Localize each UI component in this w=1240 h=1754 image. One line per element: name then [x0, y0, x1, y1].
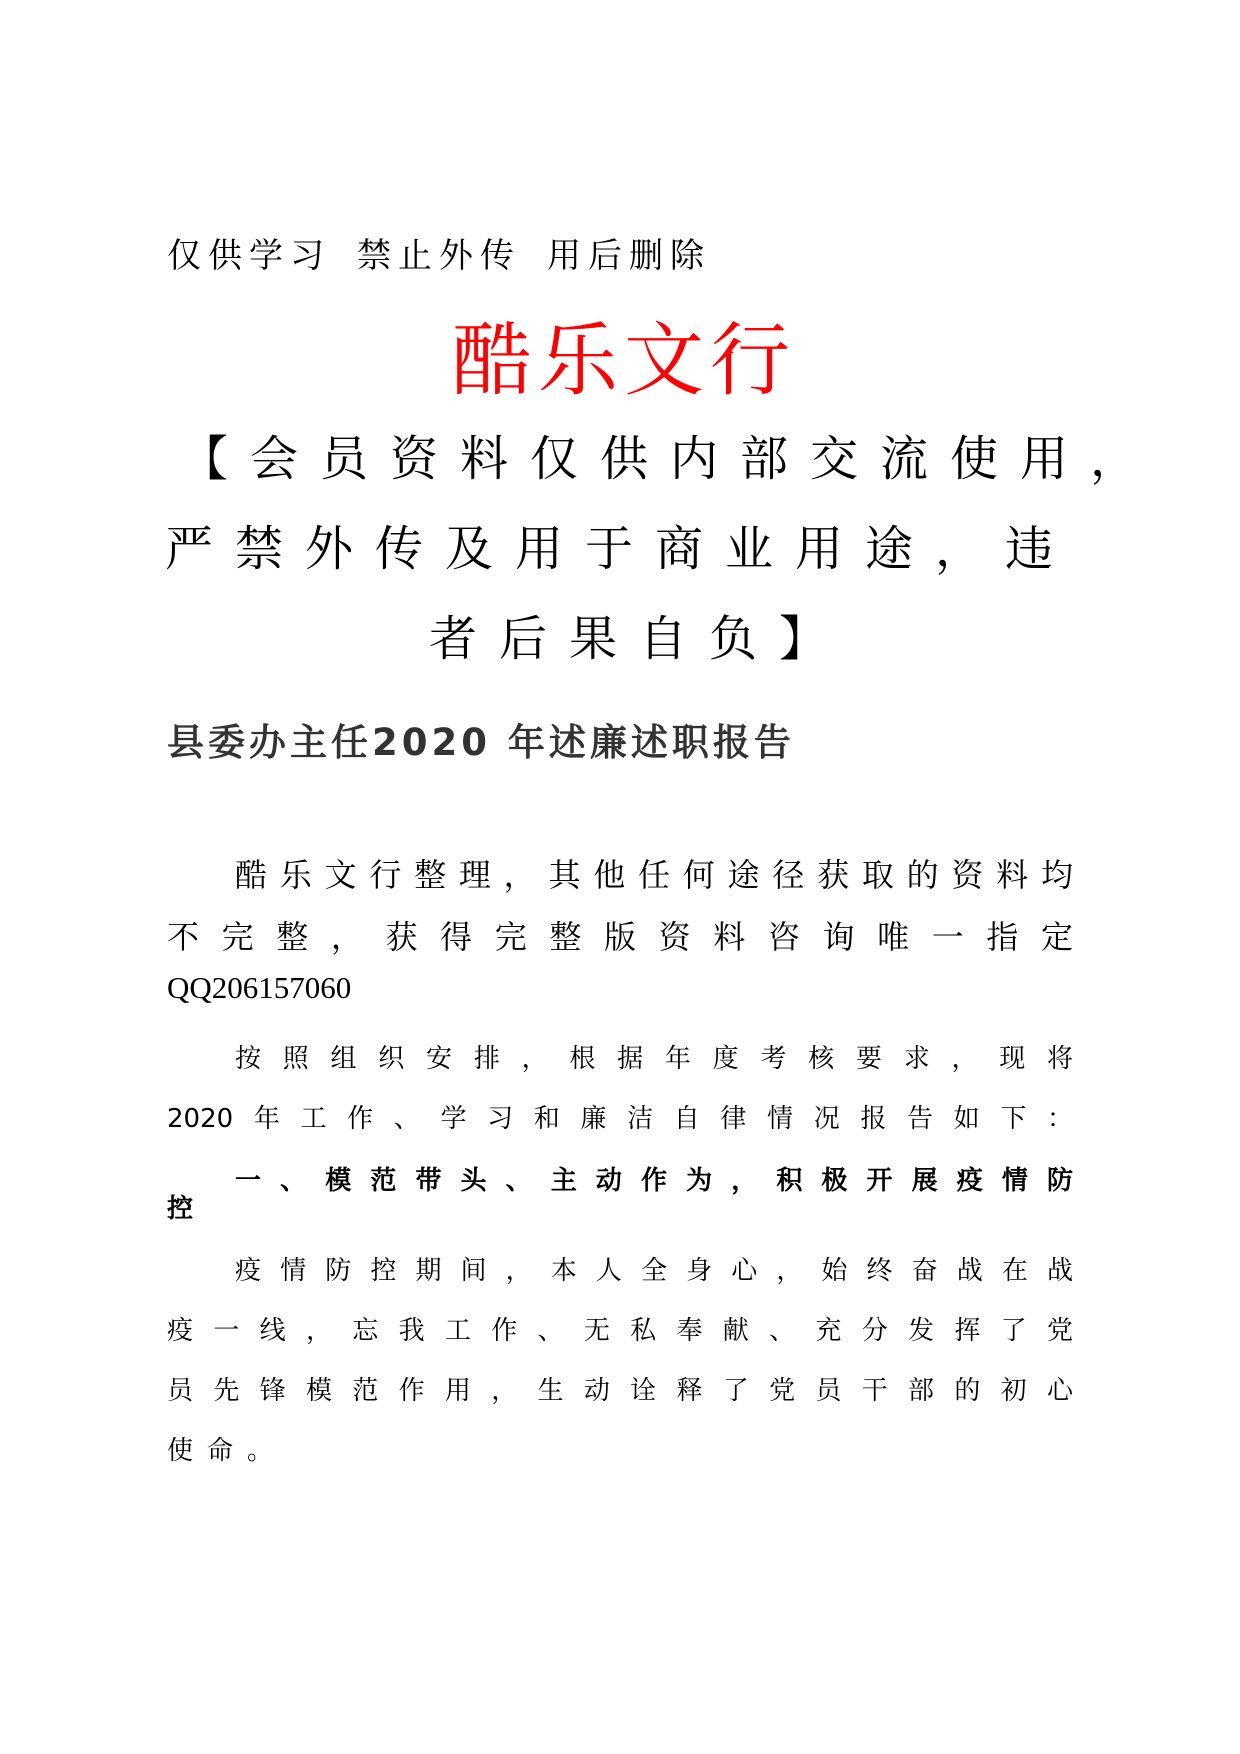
warning-line-2: 严禁外传及用于商业用途，违: [164, 521, 1075, 577]
para2-line-3: 员先锋模范作用，生动诠释了党员干部的初心: [167, 1376, 1073, 1406]
notice-no-distribution: 禁止外传: [357, 236, 521, 276]
report-title: 县委办主任2020 年述廉述职报告: [167, 721, 795, 764]
notice-study-only: 仅供学习: [167, 236, 331, 276]
para2-line-2: 疫一线，忘我工作、无私奉献、充分发挥了党: [167, 1316, 1073, 1346]
intro-line-2: 不完整，获得完整版资料咨询唯一指定: [167, 918, 1073, 956]
intro-qq-number: QQ206157060: [167, 970, 352, 1005]
brand-title: 酷乐文行: [452, 314, 796, 407]
notice-delete-after-use: 用后删除: [547, 236, 711, 276]
warning-line-3: 者后果自负】: [428, 611, 849, 667]
intro-line-1: 酷乐文行整理，其他任何途径获取的资料均: [235, 856, 1073, 894]
para1-line-1: 按照组织安排，根据年度考核要求，现将: [235, 1044, 1073, 1074]
usage-notice: [167, 228, 711, 277]
section-heading-1-cont: 控: [167, 1194, 194, 1224]
para2-line-4: 使命。: [167, 1436, 288, 1466]
para2-line-1: 疫情防控期间，本人全身心，始终奋战在战: [235, 1256, 1073, 1286]
warning-line-1: 【会员资料仅供内部交流使用，: [179, 431, 1160, 487]
para1-line-2: 2020年工作、学习和廉洁自律情况报告如下：: [167, 1104, 1073, 1134]
section-heading-1: 一、模范带头、主动作为，积极开展疫情防: [235, 1166, 1073, 1196]
